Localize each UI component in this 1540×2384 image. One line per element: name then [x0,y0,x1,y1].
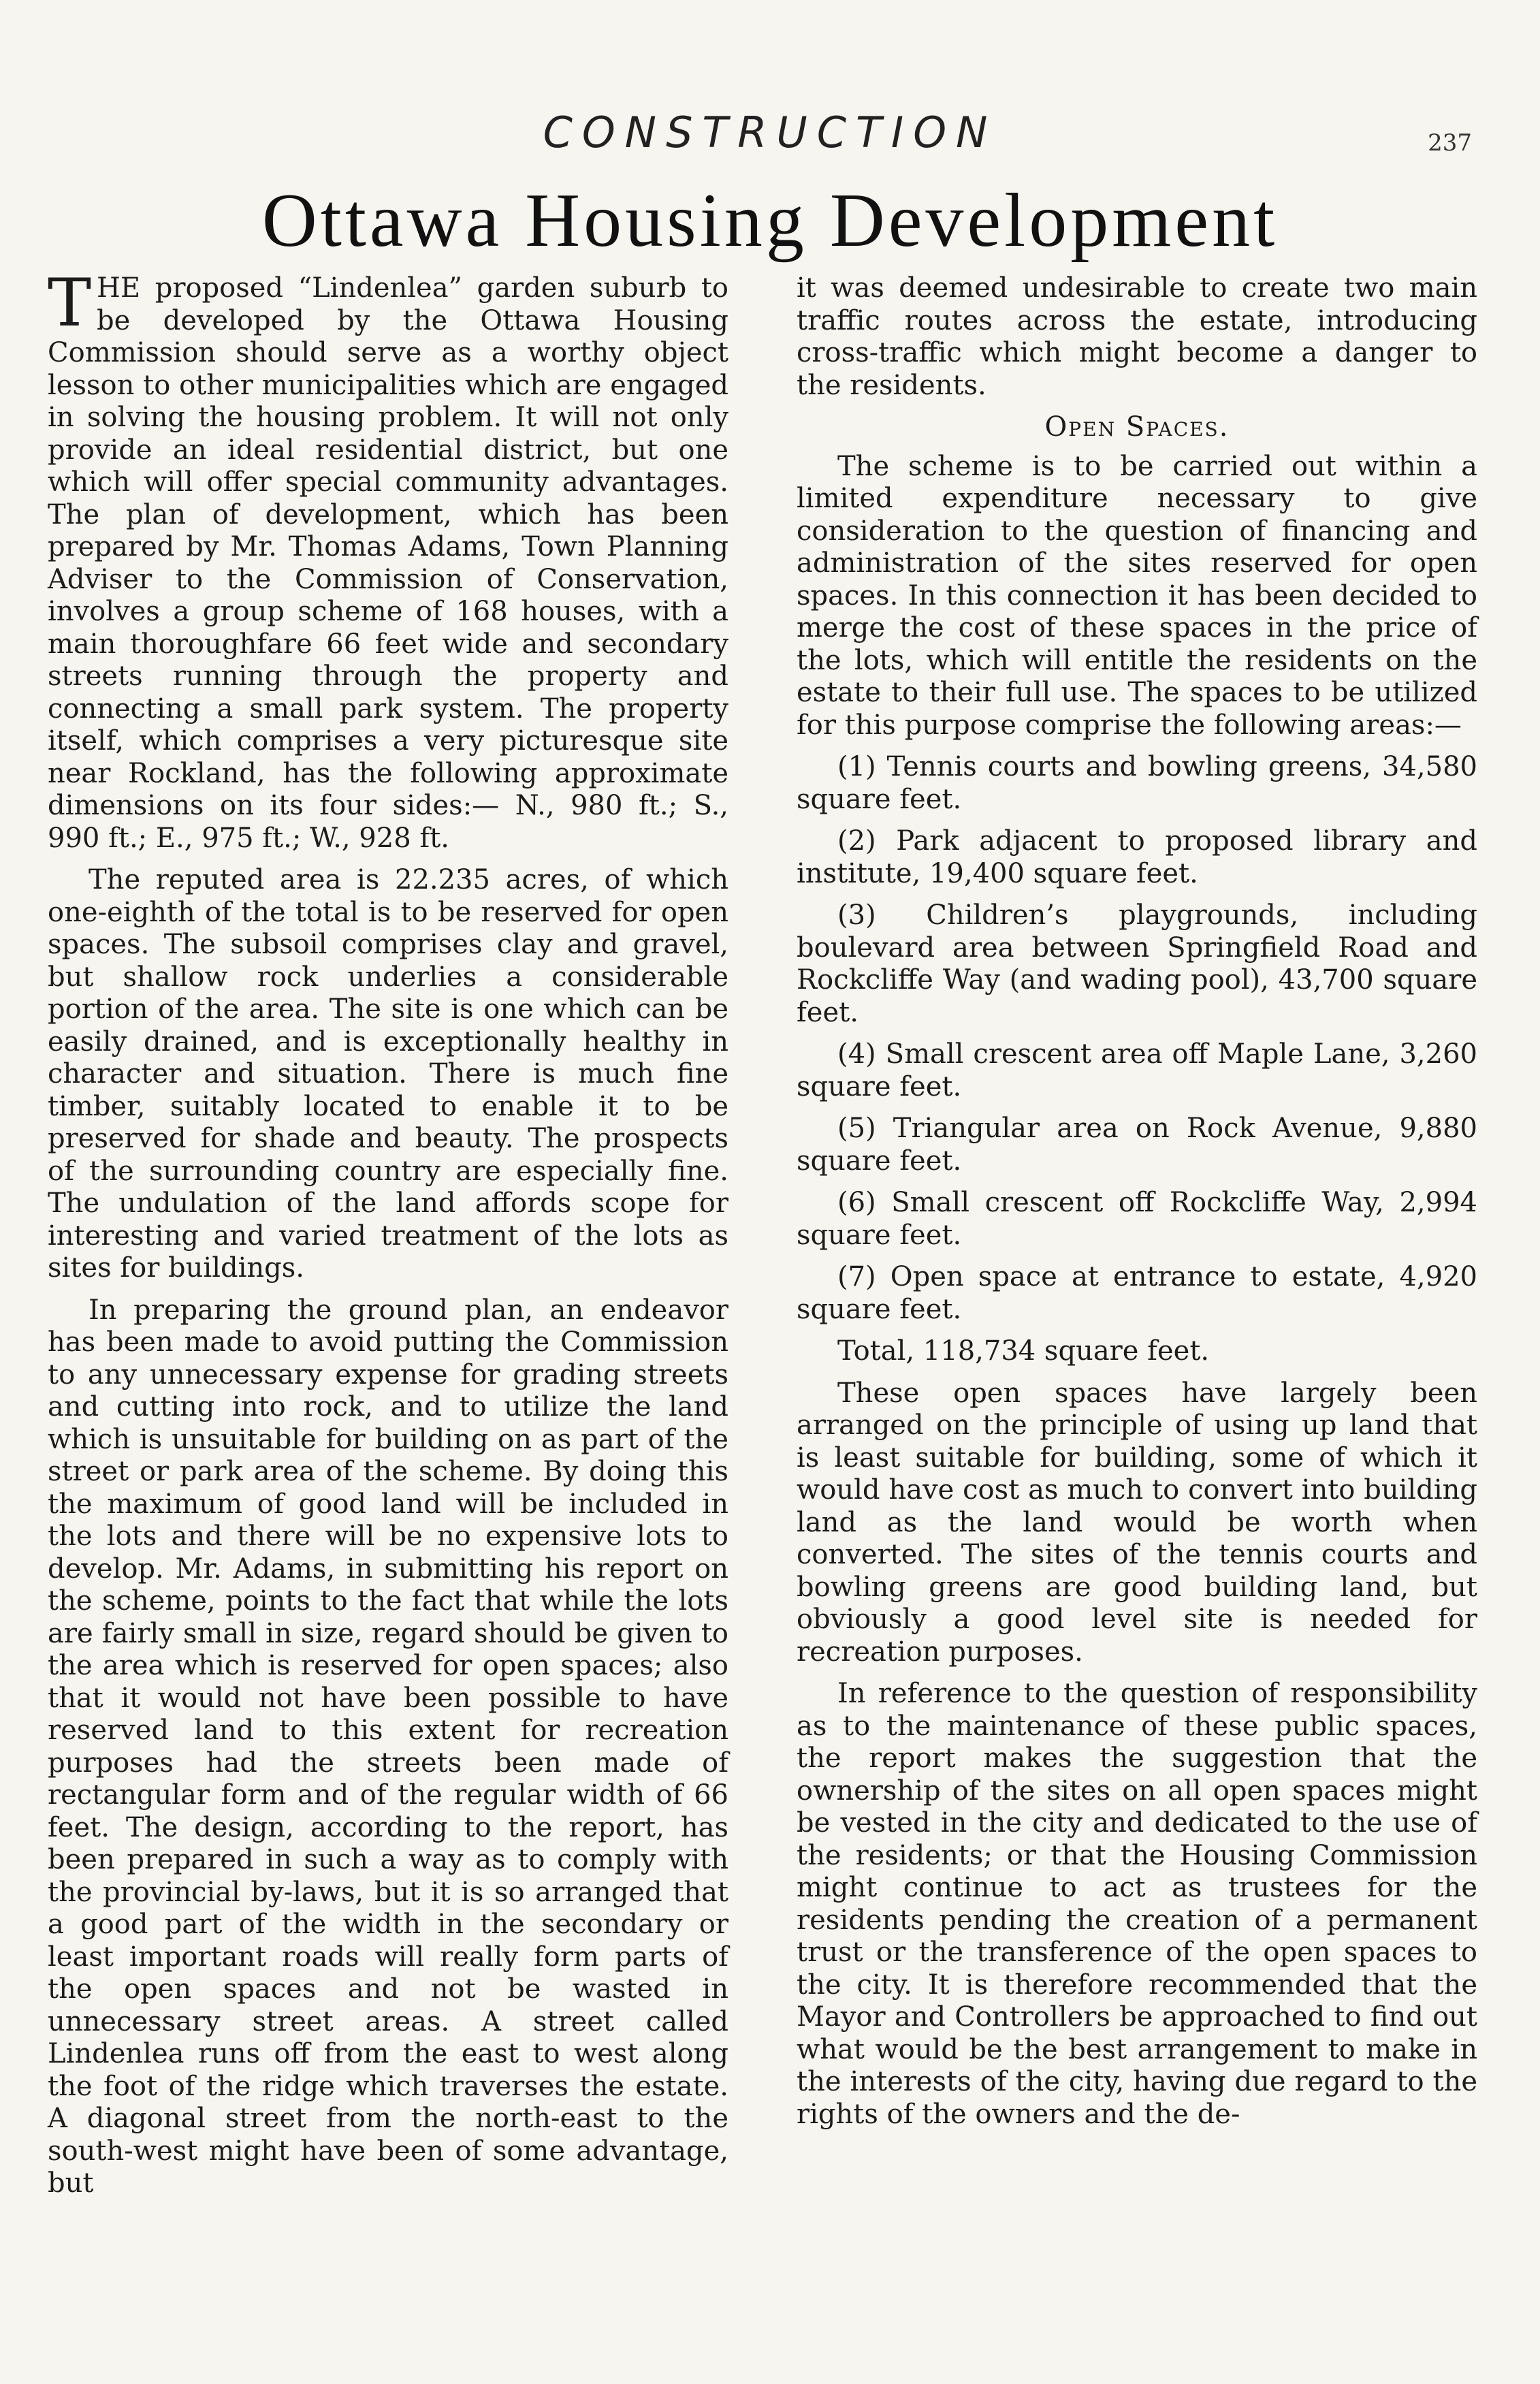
paragraph-scheme: The scheme is to be carried out within a limited expenditure necessary to give consideration to the question of financing and administration of the sites reserved for open spaces. In this connection it has been decided to merge the cost of these spaces in the price of the lots, which will entitle the residents on the estate to their full use. The spaces to be utilized for this purpose comprise the following areas:— [797,450,1477,741]
lead-word: HE [97,272,141,304]
list-item: (6) Small crescent off Rockcliffe Way, 2,994 square feet. [797,1187,1477,1251]
right-column [797,272,1477,2140]
list-item: (1) Tennis courts and bowling greens, 34,580 square feet. [797,751,1477,815]
list-item: (5) Triangular area on Rock Avenue, 9,880 square feet. [797,1113,1477,1177]
drop-cap: T [48,265,92,341]
paragraph-ground-plan: In preparing the ground plan, an endeavor has been made to avoid putting the Commission to any unnecessary expense for grading streets and cutting into rock, and to utilize the land which is unsuitable for building on as part of the street or park area of the scheme. By doing this the maximum of good land will be included in the lots and there will be no expensive lots to develop. Mr. Adams, in submitting his report on the scheme, points to the fact that while the lots are fairly small in size, regard should be given to the area which is reserved for open spaces; also that it would not have been possible to have reserved land to this extent for recreation purposes had the streets been made of rectangular form and of the regular width of 66 feet. The design, according to the report, has been prepared in such a way as to comply with the provincial by-laws, but it is so arranged that a good part of the width in the secondary or least important roads will really form parts of the open spaces and not be wasted in unnecessary street areas. A street called Lindenlea runs off from the east to west along the foot of the ridge which traverses the estate. A diagonal street from the north-east to the south-west might have been of some advantage, but [48,1294,728,2199]
paragraph-site: The reputed area is 22.235 acres, of which one-eighth of the total is to be reserved for open spaces. The subsoil comprises clay and gravel, but shallow rock underlies a considerable portion of the area. The site is one which can be easily drained, and is exceptionally healthy in character and situation. There is much fine timber, suitably located to enable it to be preserved for shade and beauty. The prospects of the surrounding country are especially fine. The undulation of the land affords scope for interesting and varied treatment of the lots as sites for buildings. [48,864,728,1284]
left-column [48,265,728,2210]
paragraph-arrangement: These open spaces have largely been arranged on the principle of using up land that is least suitable for building, some of which it would have cost as much to convert into building land as the land would be worth when converted. The sites of the tennis courts and bowling greens are good building land, but obviously a good level site is needed for recreation purposes. [797,1377,1477,1668]
paragraph-text: proposed “Lindenlea” garden suburb to be developed by the Ottawa Housing Commission should serve as a worthy object lesson to other municipalities which are engaged in solving the housing problem. It will not only provide an ideal residential district, but one which will offer special community advantages. The plan of development, which has been prepared by Mr. Thomas Adams, Town Planning Adviser to the Commission of Conservation, involves a group scheme of 168 houses, with a main thoroughfare 66 feet wide and secondary streets running through the property and connecting a small park system. The property itself, which comprises a very picturesque site near Rockland, has the following approximate dimensions on its four sides:— N., 980 ft.; S., 990 ft.; E., 975 ft.; W., 928 ft. [48,272,728,854]
total-line: Total, 118,734 square feet. [837,1335,1210,1367]
paragraph-responsibility: In reference to the question of responsibility as to the maintenance of these public spaces, the report makes the suggestion that the ownership of the sites on all open spaces might be vested in the city and dedicated to the use of the residents; or that the Housing Commission might continue to act as trustees for the residents pending the creation of a permanent trust or the transference of the open spaces to the city. It is therefore recommended that the Mayor and Controllers be approached to find out what would be the best arrangement to make in the interests of the city, having due regard to the rights of the owners and the de- [797,1678,1477,2130]
paragraph-continuation: it was deemed undesirable to create two main traffic routes across the estate, introducing cross-traffic which might become a danger to the residents. [797,272,1477,401]
article-title: Ottawa Housing Development [261,178,1279,263]
running-head: CONSTRUCTION [543,108,997,157]
list-item: (7) Open space at entrance to estate, 4,920 square feet. [797,1261,1477,1325]
list-item: (2) Park adjacent to proposed library and institute, 19,400 square feet. [797,825,1477,889]
list-item: (3) Children’s playgrounds, including boulevard area between Springfield Road and Rockcliffe Way (and wading pool), 43,700 square feet. [797,900,1477,1028]
list-item: (4) Small crescent area off Maple Lane, 3,260 square feet. [797,1038,1477,1102]
paragraph-intro [48,265,728,855]
section-heading: Open Spaces. [1044,411,1230,443]
page-number: 237 [1428,129,1472,157]
